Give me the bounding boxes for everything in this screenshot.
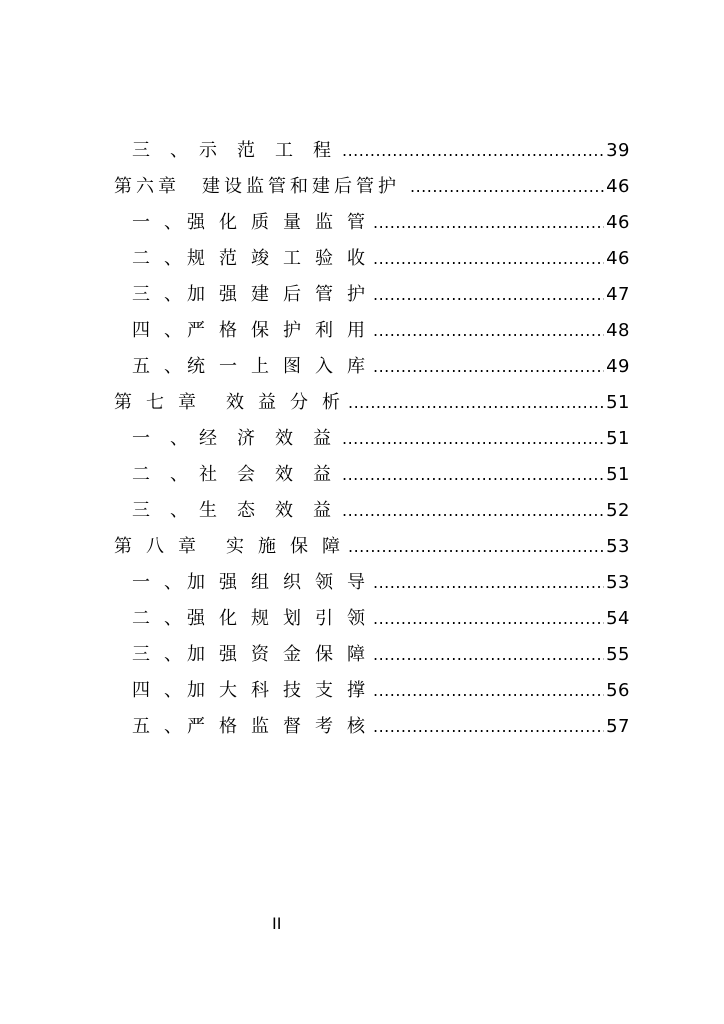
toc-entry-page: 39: [606, 140, 630, 161]
toc-dot-leader: [342, 463, 604, 487]
toc-entry-title: 五 、 严 格 监 督 考 核: [132, 716, 363, 737]
toc-entry[interactable]: [132, 427, 630, 451]
toc-dot-leader: [342, 139, 604, 163]
toc-entry-title: 二 、 规 范 竣 工 验 收: [132, 248, 363, 269]
toc-entry[interactable]: [132, 715, 630, 739]
toc-dot-leader: [410, 175, 604, 199]
toc-entry-page: 54: [606, 608, 630, 629]
toc-dot-leader: [373, 715, 604, 739]
toc-entry-title: 二 、 强 化 规 划 引 领: [132, 608, 363, 629]
toc-dot-leader: [373, 319, 604, 343]
toc-entry-title: 五 、 统 一 上 图 入 库: [132, 356, 363, 377]
toc-entry-page: 57: [606, 716, 630, 737]
toc-dot-leader: [373, 607, 604, 631]
toc-dot-leader: [342, 499, 604, 523]
toc-entry-page: 56: [606, 680, 630, 701]
toc-entry-title: 一 、 加 强 组 织 领 导: [132, 572, 363, 593]
toc-dot-leader: [342, 427, 604, 451]
toc-entry[interactable]: [132, 283, 630, 307]
toc-entry-page: 53: [606, 572, 630, 593]
toc-entry-title: 第 七 章 效 益 分 析: [114, 392, 338, 413]
toc-entry-page: 51: [606, 428, 630, 449]
toc-entry-page: 52: [606, 500, 630, 521]
toc-entry-page: 47: [606, 284, 630, 305]
toc-entry-title: 第 八 章 实 施 保 障: [114, 536, 338, 557]
toc-entry[interactable]: [132, 247, 630, 271]
toc-entry-page: 51: [606, 392, 630, 413]
toc-dot-leader: [348, 535, 604, 559]
toc-entry[interactable]: [132, 463, 630, 487]
toc-entry-page: 53: [606, 536, 630, 557]
toc-entry[interactable]: [132, 643, 630, 667]
toc-entry[interactable]: [132, 679, 630, 703]
toc-entry-title: 三 、 生 态 效 益: [132, 500, 332, 521]
toc-entry-page: 51: [606, 464, 630, 485]
toc-dot-leader: [373, 283, 604, 307]
toc-dot-leader: [348, 391, 604, 415]
toc-entry-page: 46: [606, 212, 630, 233]
toc-entry-title: 第六章 建设监管和建后管护: [114, 176, 400, 197]
toc-dot-leader: [373, 211, 604, 235]
toc-entry[interactable]: [114, 535, 630, 559]
toc-entry[interactable]: [132, 319, 630, 343]
toc-entry[interactable]: [132, 355, 630, 379]
toc-entry-page: 55: [606, 644, 630, 665]
toc-entry-title: 四 、 严 格 保 护 利 用: [132, 320, 363, 341]
toc-entry-title: 三 、 加 强 建 后 管 护: [132, 284, 363, 305]
toc-entry[interactable]: [132, 139, 630, 163]
page-number: II: [272, 914, 282, 933]
toc-dot-leader: [373, 643, 604, 667]
toc-entry-page: 49: [606, 356, 630, 377]
toc-dot-leader: [373, 247, 604, 271]
toc-entry[interactable]: [132, 211, 630, 235]
toc-entry-title: 四 、 加 大 科 技 支 撑: [132, 680, 363, 701]
toc-dot-leader: [373, 571, 604, 595]
toc-entry-title: 二 、 社 会 效 益: [132, 464, 332, 485]
toc-entry[interactable]: [132, 571, 630, 595]
toc-entry-title: 一 、 强 化 质 量 监 管: [132, 212, 363, 233]
toc-dot-leader: [373, 679, 604, 703]
toc-entry[interactable]: [114, 391, 630, 415]
toc-entry-page: 46: [606, 248, 630, 269]
toc-entry-page: 46: [606, 176, 630, 197]
toc-dot-leader: [373, 355, 604, 379]
toc-entry[interactable]: [132, 607, 630, 631]
toc-entry-title: 三 、 加 强 资 金 保 障: [132, 644, 363, 665]
toc-entry-title: 一 、 经 济 效 益: [132, 428, 332, 449]
toc-entry-title: 三 、 示 范 工 程: [132, 140, 332, 161]
toc-entry[interactable]: [132, 499, 630, 523]
toc-entry[interactable]: [114, 175, 630, 199]
toc-entry-page: 48: [606, 320, 630, 341]
